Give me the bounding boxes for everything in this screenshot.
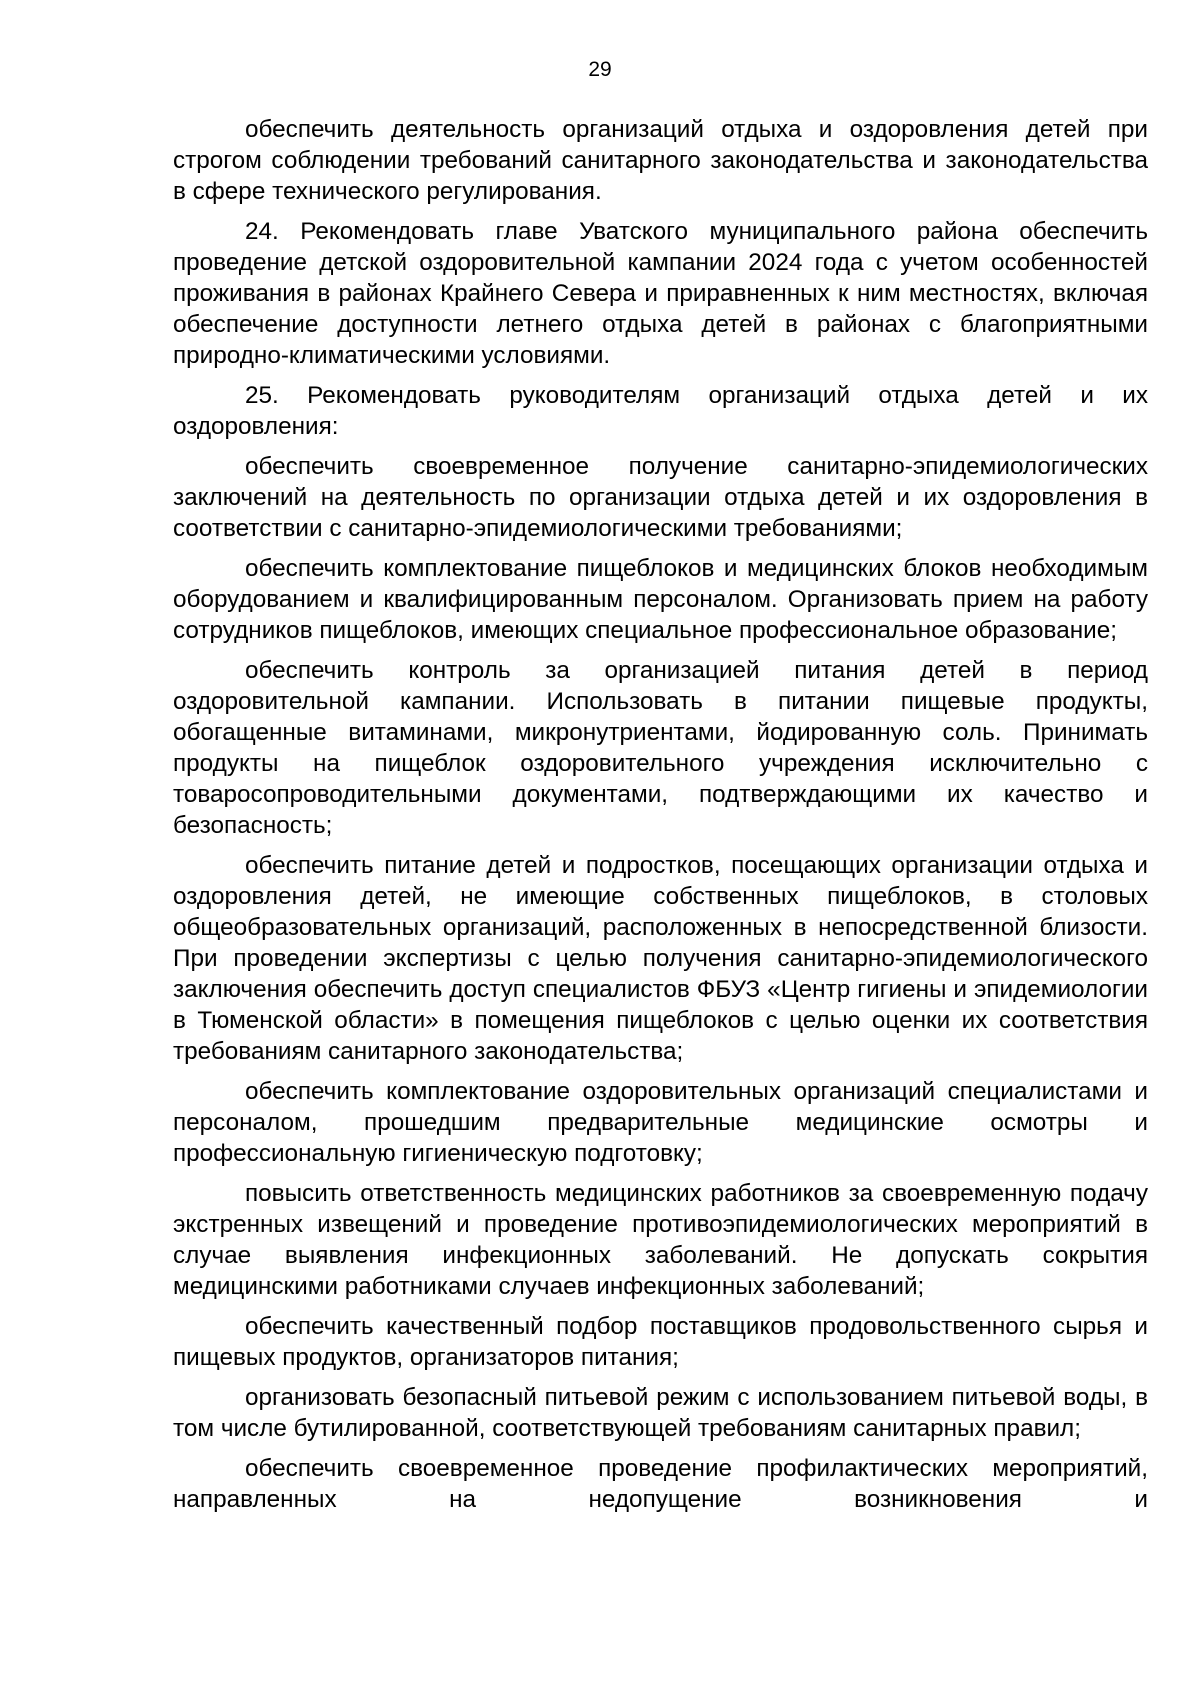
document-body bbox=[173, 114, 1148, 1515]
paragraph: обеспечить питание детей и подростков, посещающих организации отдыха и оздоровления детей, не имеющие собственных пищеблоков, в столовых общеобразовательных организаций, расположенных в непосредственной близости. При проведении экспертизы с целью получения санитарно-эпидемиологического заключения обеспечить доступ специалистов ФБУЗ «Центр гигиены и эпидемиологии в Тюменской области» в помещения пищеблоков с целью оценки их соответствия требованиям санитарного законодательства; bbox=[173, 852, 1148, 1065]
paragraph: повысить ответственность медицинских работников за своевременную подачу экстренных извещений и проведение противоэпидемиологических мероприятий в случае выявления инфекционных заболеваний. Не допускать сокрытия медицинскими работниками случаев инфекционных заболеваний; bbox=[173, 1180, 1148, 1300]
page-number: 29 bbox=[588, 58, 612, 81]
paragraph: 25. Рекомендовать руководителям организаций отдыха детей и их оздоровления: bbox=[173, 382, 1148, 440]
paragraph: обеспечить контроль за организацией питания детей в период оздоровительной кампании. Использовать в питании пищевые продукты, обогащенные витаминами, микронутриентами, йодированную соль. Принимать продукты на пищеблок оздоровительного учреждения исключительно с товаросопроводительными документами, подтверждающими их качество и безопасность; bbox=[173, 657, 1148, 839]
paragraph: организовать безопасный питьевой режим с использованием питьевой воды, в том числе бутилированной, соответствующей требованиям санитарных правил; bbox=[173, 1384, 1148, 1442]
paragraph: 24. Рекомендовать главе Уватского муниципального района обеспечить проведение детской оздоровительной кампании 2024 года с учетом особенностей проживания в районах Крайнего Севера и приравненных к ним местностях, включая обеспечение доступности летнего отдыха детей в районах с благоприятными природно-климатическими условиями. bbox=[173, 218, 1148, 369]
paragraph-continued: обеспечить своевременное проведение профилактических мероприятий, направленных на недопущение возникновения и bbox=[173, 1455, 1148, 1513]
paragraph: обеспечить своевременное получение санитарно-эпидемиологических заключений на деятельность по организации отдыха детей и их оздоровления в соответствии с санитарно-эпидемиологическими требованиями; bbox=[173, 453, 1148, 542]
paragraph: обеспечить деятельность организаций отдыха и оздоровления детей при строгом соблюдении требований санитарного законодательства и законодательства в сфере технического регулирования. bbox=[173, 116, 1148, 205]
paragraph: обеспечить комплектование оздоровительных организаций специалистами и персоналом, прошедшим предварительные медицинские осмотры и профессиональную гигиеническую подготовку; bbox=[173, 1078, 1148, 1167]
paragraph: обеспечить качественный подбор поставщиков продовольственного сырья и пищевых продуктов, организаторов питания; bbox=[173, 1313, 1148, 1371]
paragraph: обеспечить комплектование пищеблоков и медицинских блоков необходимым оборудованием и квалифицированным персоналом. Организовать прием на работу сотрудников пищеблоков, имеющих специальное профессиональное образование; bbox=[173, 555, 1148, 644]
